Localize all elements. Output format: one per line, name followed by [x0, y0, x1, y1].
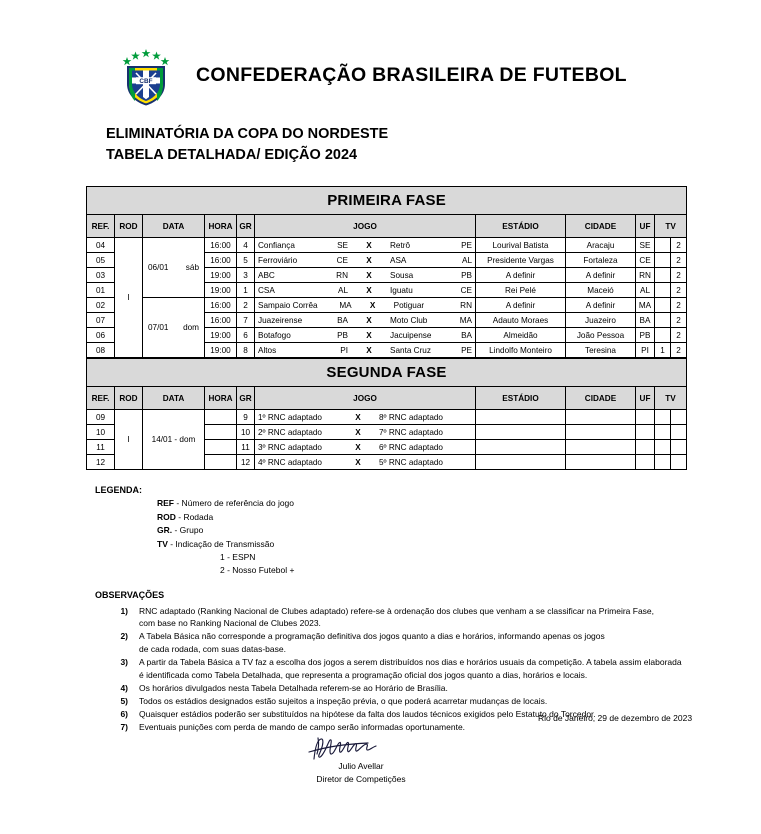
cell-uf: PB: [636, 328, 655, 343]
home-team-uf: SE: [337, 240, 348, 250]
col-header-gr: GR: [237, 215, 255, 238]
observation-line: Todos os estádios designados estão sujeitos a inspeção prévia, o que poderá acarretar mudanças de locais.: [139, 695, 548, 706]
home-team-name: 4º RNC adaptado: [258, 457, 322, 467]
observations-section: [95, 589, 761, 734]
cell-cidade: [566, 410, 636, 425]
cell-jogo: [255, 455, 476, 470]
signer-role: Diretor de Competições: [316, 773, 406, 784]
cell-estadio: Lindolfo Monteiro: [476, 343, 566, 358]
cell-gr: 11: [237, 440, 255, 455]
col-header-tv: TV: [655, 215, 687, 238]
cell-estadio: [476, 455, 566, 470]
versus-separator: X: [366, 315, 372, 325]
cell-tv-1: [655, 425, 671, 440]
cell-hora: [205, 440, 237, 455]
home-team-name: Altos: [258, 345, 277, 355]
phase2-column-header-row: [87, 387, 687, 410]
phase2-title-row: [87, 359, 687, 387]
away-team-name: 8º RNC adaptado: [379, 412, 443, 422]
cell-hora: [205, 410, 237, 425]
col-header-estadio: ESTÁDIO: [476, 387, 566, 410]
home-team-name: 1º RNC adaptado: [258, 412, 322, 422]
col-header-uf: UF: [636, 387, 655, 410]
cbf-crest-icon: [118, 44, 174, 106]
cell-jogo: [255, 253, 476, 268]
away-team-name: Sousa: [390, 270, 414, 280]
match-date: 06/01: [148, 263, 169, 273]
legend-tv-code: 2 - Nosso Futebol +: [220, 565, 295, 576]
cell-tv-2: 2: [671, 268, 687, 283]
place-and-date: Rio de Janeiro, 29 de dezembro de 2023: [538, 713, 693, 723]
cell-gr: 9: [237, 410, 255, 425]
cell-hora: 16:00: [205, 313, 237, 328]
cell-gr: 2: [237, 298, 255, 313]
observation-line: com base no Ranking Nacional de Clubes 2023.: [139, 618, 321, 629]
away-team-uf: RN: [460, 300, 472, 310]
home-team-uf: BA: [337, 315, 348, 325]
cell-gr: 1: [237, 283, 255, 298]
home-team-name: ABC: [258, 270, 275, 280]
observation-number: 4): [120, 683, 128, 694]
cell-ref: 11: [87, 440, 115, 455]
cell-tv-2: 2: [671, 283, 687, 298]
legend-item: [157, 538, 761, 551]
cell-cidade: Maceió: [566, 283, 636, 298]
cell-uf: PI: [636, 343, 655, 358]
cell-uf: SE: [636, 238, 655, 253]
cell-uf: AL: [636, 283, 655, 298]
cell-ref: 05: [87, 253, 115, 268]
legend-item: [157, 511, 761, 524]
svg-text:CBF: CBF: [139, 78, 153, 85]
cell-hora: [205, 425, 237, 440]
home-team-name: 3º RNC adaptado: [258, 442, 322, 452]
cell-cidade: Fortaleza: [566, 253, 636, 268]
col-header-jogo: JOGO: [255, 387, 476, 410]
table-row: [87, 298, 687, 313]
versus-separator: X: [355, 442, 361, 452]
cell-jogo: [255, 283, 476, 298]
cell-jogo: [255, 298, 476, 313]
away-team-name: Santa Cruz: [390, 345, 431, 355]
home-team-uf: PB: [337, 330, 348, 340]
cell-tv-2: [671, 455, 687, 470]
cell-tv-2: [671, 410, 687, 425]
cell-gr: 7: [237, 313, 255, 328]
away-team-name: 5º RNC adaptado: [379, 457, 443, 467]
cell-gr: 5: [237, 253, 255, 268]
cell-uf: CE: [636, 253, 655, 268]
away-team-name: 7º RNC adaptado: [379, 427, 443, 437]
phase1-title-row: [87, 187, 687, 215]
away-team-name: 6º RNC adaptado: [379, 442, 443, 452]
legend-term: ROD: [157, 511, 176, 522]
cell-cidade: [566, 425, 636, 440]
cell-tv-1: [655, 298, 671, 313]
observation-number: 2): [120, 631, 128, 642]
cell-estadio: Rei Pelé: [476, 283, 566, 298]
cell-jogo: [255, 440, 476, 455]
home-team-uf: AL: [337, 285, 348, 295]
observation-item: [113, 605, 761, 631]
cell-estadio: [476, 440, 566, 455]
cell-cidade: A definir: [566, 298, 636, 313]
observation-text: [139, 605, 761, 631]
cell-ref: 04: [87, 238, 115, 253]
phase1-column-header-row: [87, 215, 687, 238]
col-header-cidade: CIDADE: [566, 387, 636, 410]
cell-jogo: [255, 268, 476, 283]
versus-separator: X: [355, 427, 361, 437]
versus-separator: X: [366, 330, 372, 340]
home-team-name: Sampaio Corrêa: [258, 300, 318, 310]
signature-block: [276, 735, 446, 785]
cell-cidade: Juazeiro: [566, 313, 636, 328]
cell-tv-1: [655, 238, 671, 253]
cell-rod: I: [115, 238, 143, 358]
cell-gr: 3: [237, 268, 255, 283]
cell-jogo: [255, 425, 476, 440]
home-team-uf: RN: [336, 270, 348, 280]
col-header-hora: HORA: [205, 215, 237, 238]
legend-item: [157, 524, 761, 537]
cell-tv-1: 1: [655, 343, 671, 358]
cell-cidade: Aracaju: [566, 238, 636, 253]
observation-line: Quaisquer estádios poderão ser substituídos na hipótese da falta dos laudos técnicos exigidos pelo Estatuto do Torcedor.: [139, 708, 596, 719]
cell-cidade: Teresina: [566, 343, 636, 358]
home-team-uf: PI: [340, 345, 348, 355]
observation-line: A partir da Tabela Básica a TV faz a escolha dos jogos a serem distribuídos nos dias e horários usuais da competição. A tabela assim elaborada: [139, 657, 682, 668]
cell-cidade: [566, 440, 636, 455]
cell-hora: 19:00: [205, 283, 237, 298]
col-header-ref: REF.: [87, 387, 115, 410]
match-date: 07/01: [148, 323, 169, 333]
cell-uf: [636, 410, 655, 425]
legend-description: - Rodada: [175, 511, 214, 522]
phase1-rows: [87, 238, 687, 358]
cell-estadio: Presidente Vargas: [476, 253, 566, 268]
away-team-uf: PE: [461, 240, 472, 250]
col-header-rod: ROD: [115, 387, 143, 410]
cell-uf: [636, 455, 655, 470]
legend-description: - Indicação de Transmissão: [167, 538, 275, 549]
versus-separator: X: [355, 457, 361, 467]
home-team-name: Botafogo: [258, 330, 291, 340]
observation-number: 1): [120, 605, 128, 616]
col-header-uf: UF: [636, 215, 655, 238]
versus-separator: X: [366, 270, 372, 280]
col-header-tv: TV: [655, 387, 687, 410]
cell-tv-2: [671, 425, 687, 440]
observation-line: Os horários divulgados nesta Tabela Detalhada referem-se ao Horário de Brasília.: [139, 683, 448, 694]
cell-rod: I: [115, 410, 143, 470]
cell-tv-1: [655, 455, 671, 470]
phase2-rows: [87, 410, 687, 470]
observation-line: A Tabela Básica não corresponde a programação definitiva dos jogos quanto a dias e horários, informando apenas os jogos: [139, 631, 605, 642]
cell-ref: 12: [87, 455, 115, 470]
phase2-table-container: [86, 358, 686, 470]
observation-item: [113, 656, 761, 682]
organization-title: CONFEDERAÇÃO BRASILEIRA DE FUTEBOL: [196, 63, 627, 86]
cell-estadio: Almeidão: [476, 328, 566, 343]
cell-tv-1: [655, 410, 671, 425]
home-team-name: Ferroviário: [258, 255, 298, 265]
phase1-table-container: [86, 186, 686, 358]
away-team-uf: PB: [461, 270, 472, 280]
cell-uf: [636, 425, 655, 440]
cell-cidade: A definir: [566, 268, 636, 283]
cell-gr: 6: [237, 328, 255, 343]
col-header-estadio: ESTÁDIO: [476, 215, 566, 238]
cell-tv-1: [655, 253, 671, 268]
observation-item: [113, 630, 761, 656]
home-team-name: Confiança: [258, 240, 295, 250]
cell-hora: 19:00: [205, 343, 237, 358]
home-team-name: Juazeirense: [258, 315, 303, 325]
cell-gr: 8: [237, 343, 255, 358]
legend-tv-code: 1 - ESPN: [220, 552, 256, 563]
cell-tv-1: [655, 268, 671, 283]
cell-estadio: A definir: [476, 298, 566, 313]
cell-tv-2: 2: [671, 328, 687, 343]
away-team-uf: MA: [459, 315, 472, 325]
legend-section: [95, 483, 761, 578]
phase1-title: PRIMEIRA FASE: [87, 187, 687, 215]
legend-item: [157, 497, 761, 510]
home-team-uf: CE: [336, 255, 348, 265]
document-title-line1: ELIMINATÓRIA DA COPA DO NORDESTE: [106, 126, 389, 142]
versus-separator: X: [366, 240, 372, 250]
cell-tv-2: 2: [671, 343, 687, 358]
col-header-data: DATA: [143, 387, 205, 410]
cell-uf: [636, 440, 655, 455]
versus-separator: X: [366, 345, 372, 355]
cell-tv-1: [655, 328, 671, 343]
cell-tv-1: [655, 313, 671, 328]
legend-description: - Número de referência do jogo: [174, 498, 295, 509]
col-header-jogo: JOGO: [255, 215, 476, 238]
legend-term: TV: [157, 538, 168, 549]
cell-ref: 02: [87, 298, 115, 313]
cell-ref: 10: [87, 425, 115, 440]
cell-jogo: [255, 313, 476, 328]
observation-number: 7): [120, 721, 128, 732]
observation-item: [113, 695, 761, 708]
away-team-name: Retrô: [390, 240, 411, 250]
versus-separator: X: [366, 285, 372, 295]
away-team-name: Jacuipense: [390, 330, 432, 340]
observation-text: [139, 630, 761, 656]
observation-line: de cada rodada, com suas datas-base.: [139, 644, 286, 655]
away-team-name: Moto Club: [390, 315, 428, 325]
document-title-line2: TABELA DETALHADA/ EDIÇÃO 2024: [106, 146, 358, 163]
phase1-table: [86, 186, 687, 358]
phase2-table: [86, 358, 687, 470]
cell-uf: RN: [636, 268, 655, 283]
col-header-rod: ROD: [115, 215, 143, 238]
versus-separator: X: [369, 300, 376, 310]
table-row: [87, 238, 687, 253]
cell-cidade: João Pessoa: [566, 328, 636, 343]
table-row: [87, 410, 687, 425]
col-header-hora: HORA: [205, 387, 237, 410]
document-header: [0, 0, 761, 106]
cell-data: [143, 298, 205, 358]
away-team-name: Potiguar: [393, 300, 425, 310]
col-header-gr: GR: [237, 387, 255, 410]
legend-term: GR.: [157, 525, 173, 536]
cell-ref: 06: [87, 328, 115, 343]
match-weekday: dom: [183, 323, 199, 333]
legend-items: [95, 497, 761, 578]
cell-tv-2: 2: [671, 313, 687, 328]
cell-jogo: [255, 343, 476, 358]
observation-line: RNC adaptado (Ranking Nacional de Clubes adaptado) refere-se à ordenação dos clubes que venham a se classificar na Primeira Fase,: [139, 605, 655, 616]
cell-tv-2: [671, 440, 687, 455]
observation-text: [139, 656, 761, 682]
match-weekday: sáb: [185, 263, 199, 273]
cell-tv-2: 2: [671, 253, 687, 268]
cell-estadio: [476, 425, 566, 440]
observation-number: 3): [120, 657, 128, 668]
cell-hora: 19:00: [205, 268, 237, 283]
observation-number: 5): [120, 695, 128, 706]
cell-tv-2: 2: [671, 298, 687, 313]
cell-tv-2: 2: [671, 238, 687, 253]
cell-gr: 10: [237, 425, 255, 440]
cell-data: [143, 238, 205, 298]
cell-estadio: [476, 410, 566, 425]
observation-item: [113, 682, 761, 695]
cell-hora: 16:00: [205, 298, 237, 313]
versus-separator: X: [355, 412, 361, 422]
col-header-ref: REF.: [87, 215, 115, 238]
observations-heading: OBSERVAÇÕES: [95, 589, 165, 600]
signer-name: Julio Avellar: [338, 761, 384, 772]
away-team-uf: PE: [461, 345, 472, 355]
cell-uf: BA: [636, 313, 655, 328]
observation-line: é identificada como Tabela Detalhada, que representa a programação oficial dos jogos quanto a dias, horários e locais.: [139, 670, 588, 681]
cell-hora: 16:00: [205, 238, 237, 253]
observation-text: [139, 695, 761, 708]
away-team-uf: BA: [461, 330, 472, 340]
col-header-data: DATA: [143, 215, 205, 238]
home-team-name: CSA: [258, 285, 275, 295]
away-team-uf: CE: [460, 285, 472, 295]
cell-tv-1: [655, 440, 671, 455]
cell-estadio: Lourival Batista: [476, 238, 566, 253]
phase2-title: SEGUNDA FASE: [87, 359, 687, 387]
document-title: [106, 124, 761, 165]
legend-term: REF: [157, 498, 174, 509]
cell-jogo: [255, 238, 476, 253]
cell-data: [143, 410, 205, 470]
cell-jogo: [255, 328, 476, 343]
cell-cidade: [566, 455, 636, 470]
cell-hora: 16:00: [205, 253, 237, 268]
away-team-name: Iguatu: [390, 285, 413, 295]
cell-hora: [205, 455, 237, 470]
observation-line: Eventuais punições com perda de mando de campo serão informadas oportunamente.: [139, 721, 466, 732]
observation-text: [139, 682, 761, 695]
cell-ref: 07: [87, 313, 115, 328]
legend-heading: LEGENDA:: [95, 485, 142, 496]
cell-estadio: A definir: [476, 268, 566, 283]
away-team-name: ASA: [390, 255, 407, 265]
away-team-uf: AL: [461, 255, 472, 265]
cell-ref: 01: [87, 283, 115, 298]
cell-uf: MA: [636, 298, 655, 313]
cell-hora: 19:00: [205, 328, 237, 343]
cell-ref: 08: [87, 343, 115, 358]
cell-tv-1: [655, 283, 671, 298]
cell-estadio: Adauto Moraes: [476, 313, 566, 328]
cell-ref: 09: [87, 410, 115, 425]
cell-ref: 03: [87, 268, 115, 283]
col-header-cidade: CIDADE: [566, 215, 636, 238]
legend-description: - Grupo: [172, 525, 204, 536]
home-team-uf: MA: [339, 300, 352, 310]
home-team-name: 2º RNC adaptado: [258, 427, 322, 437]
cell-gr: 4: [237, 238, 255, 253]
match-date: 14/01 - dom: [151, 435, 196, 445]
cell-gr: 12: [237, 455, 255, 470]
cell-jogo: [255, 410, 476, 425]
observation-number: 6): [120, 708, 128, 719]
versus-separator: X: [366, 255, 372, 265]
